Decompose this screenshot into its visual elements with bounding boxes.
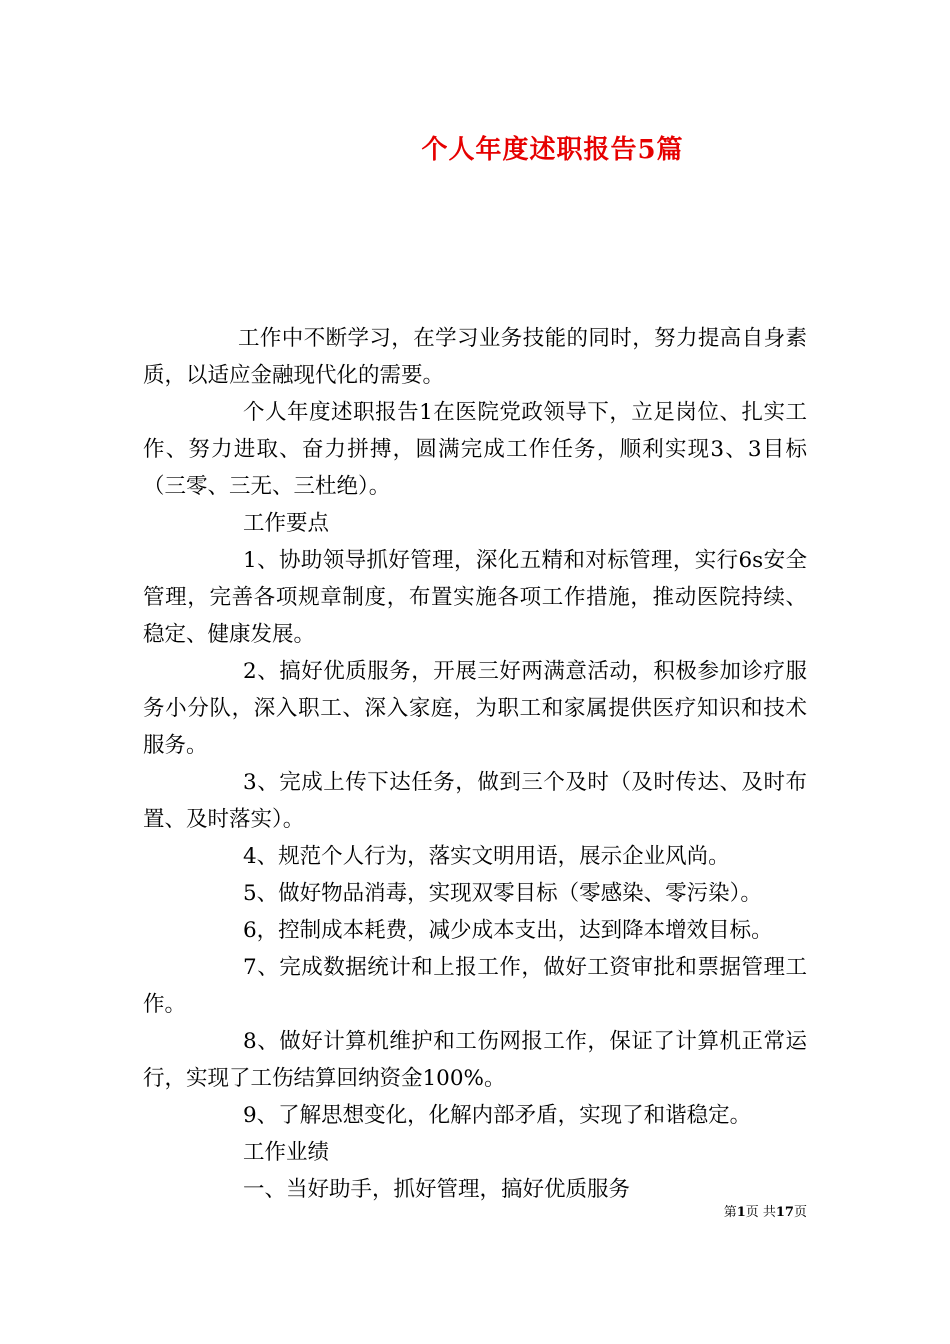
list-item: 9、了解思想变化，化解内部矛盾，实现了和谐稳定。 — [243, 1103, 752, 1128]
paragraph: 工作中不断学习，在学习业务技能的同时，努力提高自身素质，以适应金融现代化的需要。 — [143, 326, 807, 388]
footer-prefix: 第 — [723, 1205, 737, 1220]
paragraph: 个人年度述职报告1在医院党政领导下，立足岗位、扎实工作、努力进取、奋力拼搏，圆满完成工作任务，顺利实现3、3目标（三零、三无、三杜绝）。 — [143, 400, 807, 499]
list-item: 6，控制成本耗费，减少成本支出，达到降本增效目标。 — [243, 918, 773, 943]
list-item: 7、完成数据统计和上报工作，做好工资审批和票据管理工作。 — [143, 955, 807, 1017]
section-heading: 工作要点 — [243, 511, 330, 536]
footer-total-pages: 17 — [775, 1205, 794, 1220]
footer-current-page: 1 — [736, 1205, 746, 1220]
list-item: 8、做好计算机维护和工伤网报工作，保证了计算机正常运行，实现了工伤结算回纳资金100%。 — [143, 1029, 807, 1091]
page-number-footer — [724, 1204, 807, 1222]
footer-middle: 页 共 — [745, 1205, 776, 1220]
list-item: 3、完成上传下达任务，做到三个及时（及时传达、及时布置、及时落实）。 — [143, 770, 807, 832]
list-item: 1、协助领导抓好管理，深化五精和对标管理，实行6s安全管理，完善各项规章制度，布置实施各项工作措施，推动医院持续、稳定、健康发展。 — [143, 548, 807, 647]
section-heading: 工作业绩 — [243, 1140, 330, 1165]
list-item: 4、规范个人行为，落实文明用语，展示企业风尚。 — [243, 844, 730, 869]
subsection-heading: 一、当好助手，抓好管理，搞好优质服务 — [243, 1177, 631, 1202]
footer-suffix: 页 — [793, 1205, 807, 1220]
list-item: 2、搞好优质服务，开展三好两满意活动，积极参加诊疗服务小分队，深入职工、深入家庭，为职工和家属提供医疗知识和技术服务。 — [143, 659, 807, 758]
list-item: 5、做好物品消毒，实现双零目标（零感染、零污染）。 — [243, 881, 762, 906]
document-body — [143, 320, 807, 1208]
document-title: 个人年度述职报告5篇 — [421, 135, 684, 165]
